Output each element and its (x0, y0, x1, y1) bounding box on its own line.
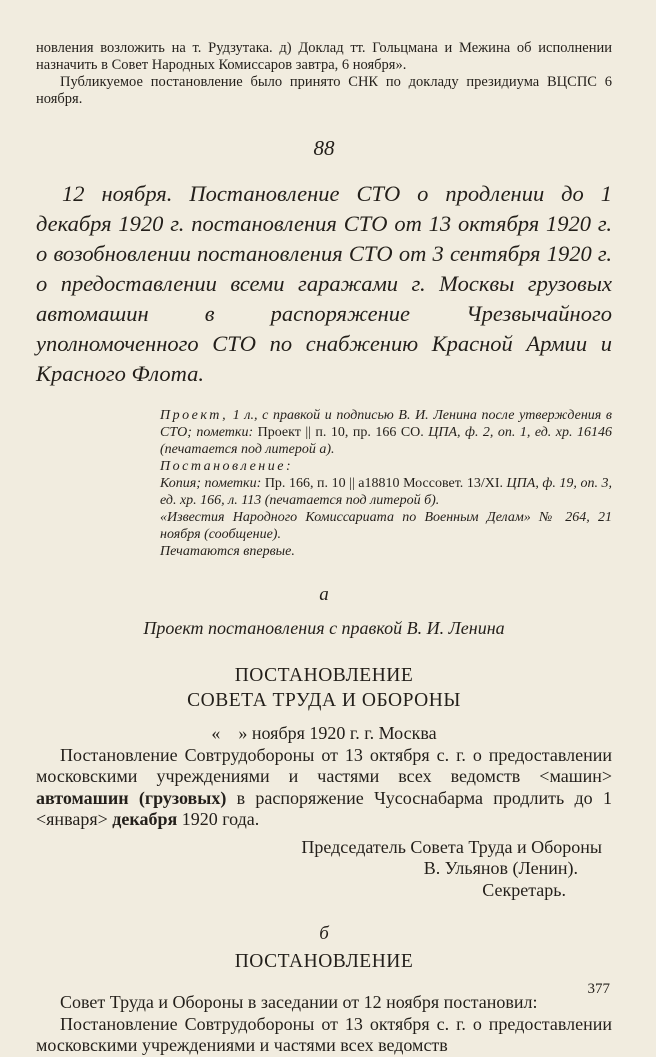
part-a-title-2: СОВЕТА ТРУДА И ОБОРОНЫ (187, 690, 461, 711)
source-project-archive: ЦПА, ф. 2, оп. 1, ед. хр. 16146 (печатается под литерой а). (160, 425, 612, 457)
part-b-title: ПОСТАНОВЛЕНИЕ (234, 951, 414, 972)
publication-note: Публикуемое постановление было принято СНК по докладу президиума ВЦСПС 6 ноября. (36, 74, 612, 107)
part-a-text-3: 1920 года. (177, 809, 260, 829)
part-b-letter: б (319, 923, 329, 944)
part-a-letter: а (319, 584, 329, 605)
source-project (160, 407, 612, 458)
part-b-paragraph-1: Совет Труда и Обороны в заседании от 12 ноября постановил: (60, 992, 538, 1012)
part-a-title-1: ПОСТАНОВЛЕНИЕ (234, 665, 414, 686)
source-resolution-label: Постановление: (160, 459, 294, 474)
part-a-subheading: Проект постановления с правкой В. И. Ленина (143, 618, 505, 638)
archival-sources (160, 407, 612, 560)
source-project-label: Проект, (160, 408, 229, 423)
continuation-text (36, 40, 612, 108)
part-b-paragraph-2: Постановление Совтрудобороны от 13 октября с. г. о предоставлении московскими учреждениями и частями всех ведомств (36, 1013, 612, 1055)
source-project-desc: 1 л., с правкой и подписью В. И. Ленина после утверждения в СТО; пометки: (160, 408, 612, 440)
part-b-body (36, 992, 612, 1057)
signature-title: Председатель Совета Труда и Обороны (301, 836, 602, 857)
signature-secretary: Секретарь. (482, 879, 566, 900)
part-a-paragraph (36, 745, 612, 831)
document-heading: 12 ноября. Постановление СТО о продлении до 1 декабря 1920 г. постановления СТО от 13 октября 1920 г. о возобновлении постановления СТО от 3 сентября 1920 г. о предоставлении всеми гаражами г. Москвы грузовых автомашин в распоряжение Чрезвычайного уполномоченного СТО по снабжению Красной Армии и Красного Флота. (36, 181, 612, 386)
part-a-body (36, 723, 612, 901)
source-copy (160, 475, 612, 509)
part-a-date-line: « » ноября 1920 г. г. Москва (211, 723, 437, 743)
part-a-text-1: Постановление Совтрудобороны от 13 октября с. г. о предоставлении московскими учреждениями и частями всех ведомств <машин> (36, 744, 612, 786)
part-a-insert-2: декабря (112, 809, 178, 829)
signature-block (36, 837, 612, 902)
continuation-paragraph: новления возложить на т. Рудзутака. д) Доклад тт. Гольцмана и Межина об исполнении назначить в Совет Народных Комиссаров завтра, 6 ноября». (36, 40, 612, 73)
page-number: 377 (587, 981, 610, 997)
source-first-print: Печатаются впервые. (160, 544, 295, 559)
source-copy-desc: Копия; пометки: (160, 476, 265, 491)
part-a-text-2: в распоряжение Чусоснабарма продлить до 1 <января> (36, 787, 612, 829)
source-copy-archive: ЦПА, ф. 19, оп. 3, ед. хр. 166, л. 113 (печатается под литерой б). (160, 476, 613, 508)
document-number: 88 (313, 136, 335, 160)
source-copy-marks: Пр. 166, п. 10 || а18810 Моссовет. 13/XI. (264, 476, 503, 491)
page-content (36, 40, 612, 1057)
source-izvestia: «Известия Народного Комиссариата по Военным Делам» № 264, 21 ноября (сообщение). (160, 510, 612, 542)
part-a-insert-1: автомашин (грузовых) (36, 787, 227, 808)
signature-name: В. Ульянов (Ленин). (423, 858, 578, 878)
source-project-marks: Проект || п. 10, пр. 166 СО. (257, 425, 424, 440)
